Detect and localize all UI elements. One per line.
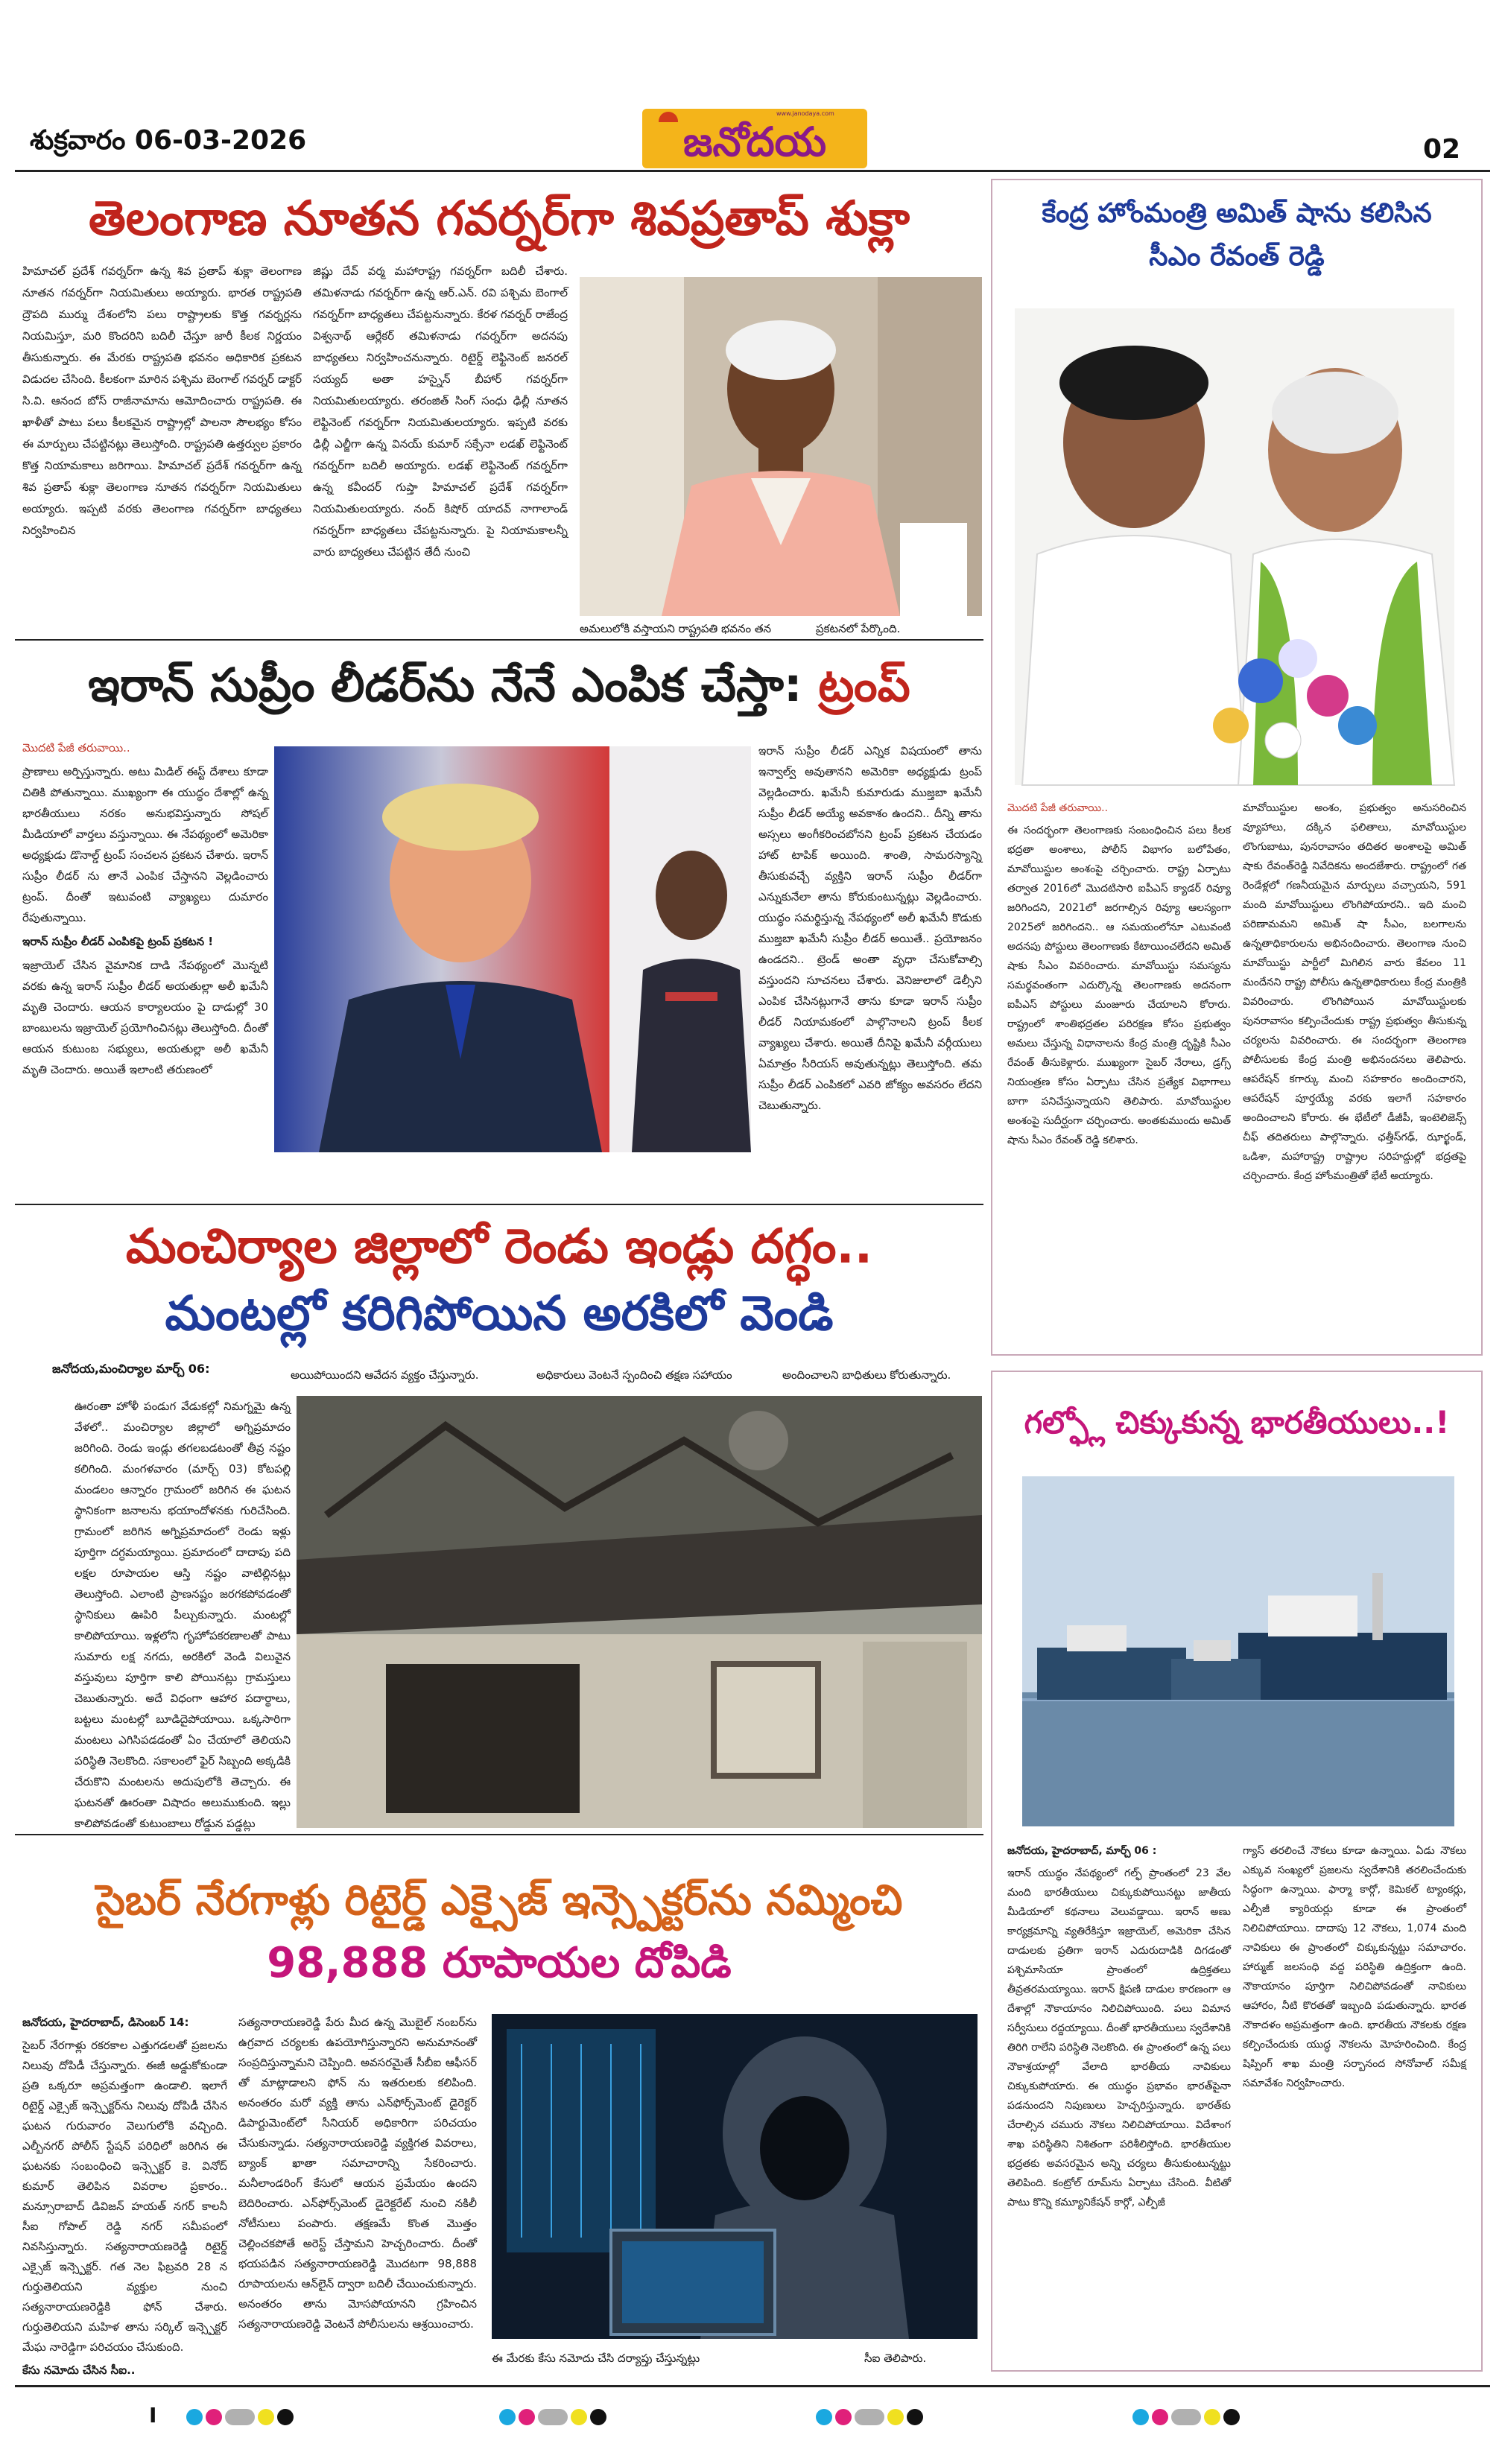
story-cyber-subhead: కేసు నమోదు చేసిన సీఐ..: [22, 2363, 136, 2377]
story-fire-col1: ఊరంతా హోళీ పండుగ వేడుకల్లో నిమగ్నమై ఉన్న వేళలో.. మంచిర్యాల జిల్లాలో అగ్నిప్రమాదం జరిగింది. రెండు ఇండ్లు తగలబడటంతో తీవ్ర నష్టం కలిగింది. మంగళవారం (మార్చ్ 03) కోటపల్లి మండలం ఆన్నారం గ్రామంలో జరిగిన ఈ ఘటన స్థానికంగా జనాలను భయాందోళనకు గురిచేసింది. గ్రామంలో జరిగిన అగ్నిప్రమాదంలో రెండు ఇళ్లు పూర్తిగా దగ్ధమయ్యాయి. ప్రమాదంలో దాదాపు పది లక్షల రూపాయల ఆస్తి నష్టం వాటిల్లినట్లు తెలుస్తోంది. ఎలాంటి ప్రాణనష్టం జరగకపోవడంతో స్థానికులు ఊపిరి పీల్చుకున్నారు. మంటల్లో కాలిపోయాయి. ఇళ్లలోని గృహోపకరణాలతో పాటు సుమారు లక్ష నగదు, అరకిలో వెండి విలువైన వస్తువులు పూర్తిగా కాలి పోయినట్లు గ్రామస్తులు చెబుతున్నారు. అదే విధంగా ఆహార పదార్థాలు, బట్టలు మంటల్లో బూడిదైపోయాయి. ఒక్కసారిగా మంటలు ఎగిసిపడడంతో ఏం చేయాలో తెలియని పరిస్థితి నెలకొంది. సకాలంలో ఫైర్ సిబ్బంది అక్కడికి చేరుకొని మంటలను అదుపులోకి తెచ్చారు. ఈ ఘటనతో ఊరంతా విషాదం అలుముకుంది. ఇల్లు కాలిపోవడంతో కుటుంబాలు రోడ్డున పడ్డట్లు: [75, 1400, 291, 1830]
reg-dot-magenta: [519, 2409, 535, 2425]
registration-mark-4: [1132, 2409, 1243, 2425]
cyber-caption-right: సీఐ తెలిపారు.: [864, 2352, 927, 2365]
fire-top-caption-1: అయిపోయిందని ఆవేదన వ్యక్తం చేస్తున్నారు.: [291, 1368, 479, 1382]
story-fire-dateline: జనోదయ,మంచిర్యాల మార్చ్ 06:: [52, 1362, 210, 1376]
governor-portrait-illustration: [580, 277, 982, 616]
story-trump-col1: [22, 737, 268, 1193]
story-cyber-col1: [22, 2013, 227, 2377]
hacker-illustration: [492, 2014, 978, 2339]
reg-dot-yellow: [258, 2409, 274, 2425]
story-gulf-col2: గ్యాస్ తరలించే నౌకలు కూడా ఉన్నాయి. ఏడు నౌకలు ఎక్కువ సంఖ్యలో ప్రజలను స్వదేశానికి తరలించేందుకు సిద్ధంగా ఉన్నాయి. ఫార్మా కార్గో, కెమికల్ ట్యాంకర్లు, ఎల్పీజీ క్యారియర్లు కూడా ఈ ప్రాంతంలో నిలిచిపోయాయి. దాదాపు 12 నౌకలు, 1,074 మంది నావికులు ఈ ప్రాంతంలో చిక్కుకున్నట్టు సమాచారం. హార్ముజ్ జలసంధి వద్ద పరిస్థితి ఉద్రిక్తంగా ఉంది. నౌకాయానం పూర్తిగా నిలిచిపోవడంతో నావికులు ఆహారం, నీటి కొరతతో ఇబ్బంది పడుతున్నారు. భారత నౌకాదళం అప్రమత్తంగా ఉంది. భారతీయ నౌకలకు రక్షణ కల్పించేందుకు యుద్ధ నౌకలను మోహరించింది. కేంద్ర షిప్పింగ్ శాఖ మంత్రి సర్బానంద సోనోవాల్ సమీక్ష సమావేశం నిర్వహించారు.: [1243, 1845, 1466, 2089]
story-trump-col2: ఇరాన్ సుప్రీం లీడర్ ఎన్నిక విషయంలో తాను ఇన్వాల్వ్ అవుతానని అమెరికా అధ్యక్షుడు ట్రంప్ వెల్లడించారు. ఖమేనీ కుమారుడు ముజ్తబా ఖమేనీ సుప్రీం లీడర్ అయ్యే అవకాశం ఉందని.. దీన్ని తాను అస్సలు అంగీకరించబోనని ట్రంప్ ప్రకటన చేయడం హాట్ టాపిక్ అయింది. శాంతి, సామరస్యాన్ని తీసుకువచ్చే వ్యక్తిని ఇరాన్ సుప్రీం లీడర్‌గా ఎన్నుకునేలా తాను కోరుకుంటున్నట్లు వెల్లడించారు. యుద్ధం సమర్థిస్తున్న నేపథ్యంలో అలీ ఖమేనీ కొడుకు ముజ్తబా ఖమేనీ సుప్రీం లీడర్ అయితే.. ప్రయోజనం ఉండదని.. ట్రెండ్ అంతా వృధా చేసుకోవాల్సి వస్తుందని సూచనలు చేశారు. వెనిజులాలో డెల్సీని ఎంపిక చేసినట్లుగానే తాను కూడా ఇరాన్ సుప్రీం లీడర్ నియామకంలో పాల్గొనాలని ట్రంప్ కీలక వ్యాఖ్యలు చేశారు. అయితే దీనిపై ఖమేనీ వర్గీయులు ఏమాత్రం సీరియస్ అవుతున్నట్లు తెలుస్తోంది. తమ సుప్రీం లీడర్ ఎంపికలో ఎవరి జోక్యం అవసరం లేదని చెబుతున్నారు.: [758, 744, 982, 1112]
governor-caption-left: అమలులోకి వస్తాయని రాష్ట్రపతి భవనం తన: [580, 622, 772, 635]
issue-date: శుక్రవారం 06-03-2026: [30, 125, 307, 156]
story-governor-col1: హిమాచల్ ప్రదేశ్ గవర్నర్‌గా ఉన్న శివ ప్రతాప్ శుక్లా తెలంగాణ నూతన గవర్నర్‌గా నియమితులు అయ్యారు. భారత రాష్ట్రపతి ద్రౌపది ముర్ము దేశంలోని పలు రాష్ట్రాలకు కొత్త గవర్నర్లను నియమిస్తూ, మరి కొందరిని బదిలీ చేస్తూ జారీ కీలక నిర్ణయం తీసుకున్నారు. ఈ మేరకు రాష్ట్రపతి భవనం అధికారిక ప్రకటన విడుదల చేసింది. కీలకంగా మారిన పశ్చిమ బెంగాల్ గవర్నర్ డాక్టర్ సి.వి. ఆనంద బోస్ రాజీనామాను ఆమోదించారు రాష్ట్రపతి. ఈ ఖాళీతో పాటు పలు కీలకమైన రాష్ట్రాల్లో పాలనా సౌలభ్యం కోసం ఈ మార్పులు చేపట్టినట్లు తెలుస్తోంది. రాష్ట్రపతి ఉత్తర్వుల ప్రకారం కొత్త నియామకాలు జరిగాయి. హిమాచల్ ప్రదేశ్ గవర్నర్‌గా ఉన్న శివ ప్రతాప్ శుక్లా తెలంగాణ నూతన గవర్నర్‌గా నియమితులు అయ్యారు. ఇప్పటి వరకు తెలంగాణ గవర్నర్‌గా బాధ్యతలు నిర్వహించిన: [22, 264, 302, 537]
story-trump-col1-text: ప్రాణాలు అర్పిస్తున్నారు. అటు మిడిల్ ఈస్ట్ దేశాలు కూడా చితికి పోతున్నాయి. ముఖ్యంగా ఈ యుద్ధం దేశాల్లో ఉన్న భారతీయులు నరకం అనుభవిస్తున్నారు సోషల్ మీడియాలో వార్తలు వస్తున్నాయి. ఈ నేపథ్యంలో అమెరికా అధ్యక్షుడు డొనాల్డ్ ట్రంప్ సంచలన ప్రకటన చేశారు. ఇరాన్ సుప్రీం లీడర్ ను తానే ఎంపిక చేస్తానని వెల్లడించారు ట్రంప్. దీంతో ఇటువంటి వ్యాఖ్యలు దుమారం రేపుతున్నాయి.: [22, 765, 268, 924]
story-governor: [15, 179, 983, 641]
story-cyber-col1-text: సైబర్ నేరగాళ్లు రకరకాల ఎత్తుగడలతో ప్రజలను నిలువు దోపిడీ చేస్తున్నారు. ఈజీ అడ్డుకోకుండా ప్రతి ఒక్కరూ అప్రమత్తంగా ఉండాలి. ఇలాగే రిటైర్డ్ ఎక్సైజ్ ఇన్స్పెక్టర్‌ను నిలువు దోపిడీ చేసిన ఘటన గురువారం వెలుగులోకి వచ్చింది. ఎల్బీనగర్ పోలీస్ స్టేషన్ పరిధిలో జరిగిన ఈ ఘటనకు సంబంధించి ఇన్స్పెక్టర్ కె. వినోద్ కుమార్ తెలిపిన వివరాల ప్రకారం.. మన్సూరాబాద్ డివిజన్ హయత్ నగర్ కాలనీ సీఐ గోపాల్ రెడ్డి నగర్ సమీపంలో నివసిస్తున్నారు. సత్యనారాయణరెడ్డి రిటైర్డ్ ఎక్సైజ్ ఇన్స్పెక్టర్. గత నెల ఫిబ్రవరి 28 న గుర్తుతెలియని వ్యక్తుల నుంచి సత్యనారాయణరెడ్డికి ఫోన్ చేశారు. గుర్తుతెలియని మహిళ తాను సర్కిల్ ఇన్స్పెక్టర్ మేఘ నారెడ్డిగా పరిచయం చేసుకుంది.: [22, 2039, 227, 2354]
reg-dot-magenta: [835, 2409, 852, 2425]
story-amitshah-continued: మొదటి పేజీ తరువాయి..: [1007, 802, 1109, 814]
reg-dot-black: [1223, 2409, 1240, 2425]
masthead: [0, 0, 1505, 171]
fire-top-caption-2: అధికారులు వెంటనే స్పందించి తక్షణ సహాయం: [536, 1368, 732, 1382]
fire-house-illustration: [297, 1396, 982, 1828]
trump-photo: [274, 746, 751, 1152]
reg-bar-grey: [225, 2409, 255, 2425]
story-fire: [15, 1205, 983, 1838]
ships-illustration: [1022, 1476, 1454, 1826]
reg-dot-black: [277, 2409, 294, 2425]
amitshah-photo: [1015, 308, 1454, 785]
registration-mark-3: [816, 2409, 926, 2425]
cyber-caption-left: ఈ మేరకు కేసు నమోదు చేసి దర్యాప్తు చేస్తున్నట్లు: [492, 2352, 700, 2365]
story-cyber-headline-2: 98,888 రూపాయల దోపిడి: [267, 1939, 732, 1987]
story-amitshah: [992, 180, 1481, 1354]
footer-page-mark: I: [149, 2403, 157, 2428]
registration-marks: [0, 2403, 1505, 2433]
masthead-logo: [642, 109, 867, 168]
story-fire-headline-2: మంటల్లో కరిగిపోయిన అరకిలో వెండి: [165, 1286, 834, 1341]
reg-dot-cyan: [186, 2409, 203, 2425]
reg-dot-magenta: [1152, 2409, 1168, 2425]
story-governor-col2: జిష్ణు దేవ్ వర్మ మహారాష్ట్ర గవర్నర్‌గా బదిలీ చేశారు. తమిళనాడు గవర్నర్‌గా ఉన్న ఆర్.ఎన్. రవి పశ్చిమ బెంగాల్ గవర్నర్‌గా బాధ్యతలు చేపట్టనున్నారు. కేరళ గవర్నర్ రాజేంద్ర విశ్వనాథ్ ఆర్లేకర్ తమిళనాడు గవర్నర్‌గా అదనపు బాధ్యతలు నిర్వహించనున్నారు. రిటైర్డ్ లెఫ్టినెంట్ జనరల్ సయ్యద్ అతా హస్నైన్ బీహార్ గవర్నర్‌గా నియమితులయ్యారు. తరంజిత్ సింగ్ సంధు ఢిల్లీ నూతన లెఫ్టినెంట్ గవర్నర్‌గా నియమితులయ్యారు. ఇప్పటి వరకు ఢిల్లీ ఎల్జీగా ఉన్న వినయ్ కుమార్ సక్సేనా లడఖ్ లెఫ్టినెంట్ గవర్నర్‌గా బదిలీ అయ్యారు. లడఖ్ లెఫ్టినెంట్ గవర్నర్‌గా ఉన్న కవీందర్ గుప్తా హిమాచల్ ప్రదేశ్ గవర్నర్‌గా నియమితులయ్యారు. నంద్ కిషోర్ యాదవ్ నాగాలాండ్ గవర్నర్‌గా బాధ్యతలు చేపట్టనున్నారు. పై నియామకాలన్నీ వారు బాధ్యతలు చేపట్టిన తేదీ నుంచి: [313, 264, 568, 559]
reg-dot-black: [590, 2409, 606, 2425]
page-number: 02: [1423, 134, 1461, 165]
story-gulf-headline: గల్ఫ్లో చిక్కుకున్న భారతీయులు..!: [1024, 1404, 1450, 1441]
story-cyber-headline-1: సైబర్ నేరగాళ్లు రిటైర్డ్ ఎక్సైజ్ ఇన్స్పెక్టర్‌ను నమ్మించి: [95, 1876, 903, 1925]
reg-dot-black: [907, 2409, 923, 2425]
governor-photo: [580, 277, 982, 616]
footer-rule: [15, 2385, 1490, 2387]
story-amitshah-col2: మావోయిస్టుల అంశం, ప్రభుత్వం అనుసరించిన వ్యూహాలు, దక్కిన ఫలితాలు, మావోయిస్టుల లొంగుబాటు, పునరావాసం తదితర అంశాలపై అమిత్ షాకు రేవంత్‌రెడ్డి నివేదికను అందజేశారు. రాష్ట్రంలో గత రెండేళ్లలో గణనీయమైన మార్పులు వచ్చాయని, 591 మంది మావోయిస్టులు లొంగిపోయారని.. ఇది మంచి పరిణామమని అమిత్ షా సీఎం, బలగాలను ఉన్నతాధికారులను అభినందించారు. తెలంగాణ నుంచి మావోయిస్టు పార్టీలో మిగిలిన వారు కేవలం 11 మందేనని రాష్ట్ర పోలీసు ఉన్నతాధికారులు కేంద్ర మంత్రికి వివరించారు. లొంగిపోయిన మావోయిస్టులకు పునరావాసం కల్పించేందుకు రాష్ట్ర ప్రభుత్వం తీసుకున్న చర్యలను వివరించారు. ఈ సందర్భంగా తెలంగాణ పోలీసులకు కేంద్ర మంత్రి అభినందనలు తెలిపారు. ఆపరేషన్ కగార్కు మంచి సహకారం అందించారని, ఆపరేషన్ పూర్తయ్యే వరకు ఇలాగే సహకారం అందించాలని కోరారు. ఈ భేటీలో డీజీపీ, ఇంటెలిజెన్స్ చీఫ్ తదితరులు పాల్గొన్నారు. ఛత్తీస్‌గఢ్, ఝార్ఖండ్, ఒడిశా, మహారాష్ట్ర రాష్ట్రాల సరిహద్దుల్లో భద్రతపై చర్చించారు. కేంద్ర హోంమంత్రితో భేటీ అయ్యారు.: [1243, 802, 1466, 1182]
story-gulf: [992, 1372, 1481, 2370]
story-gulf-col1-text: ఇరాన్ యుద్ధం నేపథ్యంలో గల్ఫ్ ప్రాంతంలో 23 వేల మంది భారతీయులు చిక్కుకుపోయినట్టు జాతీయ మీడియాలో కథనాలు వెలువడ్డాయి. ఇరాన్ అణు కార్యక్రమాన్ని వ్యతిరేకిస్తూ ఇజ్రాయెల్, అమెరికా చేసిన దాడులకు ప్రతిగా ఇరాన్ ఎదురుదాడికి దిగడంతో పశ్చిమాసియా ప్రాంతంలో ఉద్రిక్తతలు తీవ్రతరమయ్యాయి. ఇరాన్ క్షిపణి దాడుల కారణంగా ఆ దేశాల్లో నౌకాయానం నిలిచిపోయింది. పలు విమాన సర్వీసులు రద్దయ్యాయి. దీంతో భారతీయులు స్వదేశానికి తిరిగి రాలేని పరిస్థితి నెలకొంది. ఈ ప్రాంతంలో ఉన్న పలు నౌకాశ్రయాల్లో వేలాది భారతీయ నావికులు చిక్కుకుపోయారు. ఈ యుద్ధం ప్రభావం భారత్‌పైనా పడనుందని నిపుణులు హెచ్చరిస్తున్నారు. భారత్‌కు చేరాల్సిన చమురు నౌకలు నిలిచిపోయాయి. విదేశాంగ శాఖ పరిస్థితిని నిశితంగా పరిశీలిస్తోంది. భారతీయుల భద్రతకు అవసరమైన అన్ని చర్యలు తీసుకుంటున్నట్టు తెలిపింది. కంట్రోల్ రూమ్‌ను ఏర్పాటు చేసింది. వీటితో పాటు కొన్ని కమ్యూనికేషన్ కార్గో, ఎల్పీజీ: [1007, 1867, 1231, 2209]
reg-dot-cyan: [499, 2409, 516, 2425]
story-gulf-col1: [1007, 1841, 1231, 2363]
reg-dot-magenta: [206, 2409, 222, 2425]
trump-photo-illustration: [274, 746, 751, 1152]
reg-dot-yellow: [1204, 2409, 1220, 2425]
story-cyber-col2: సత్యనారాయణరెడ్డి పేరు మీద ఉన్న మొబైల్ నంబర్‌ను ఉగ్రవాద చర్యలకు ఉపయోగిస్తున్నారని అనుమానంతో సంప్రదిస్తున్నామని చెప్పింది. అవసరమైతే సీబీఐ ఆఫీసర్ తో మాట్లాడాలని ఫోన్ ను ఇతరులకు కలిపింది. అనంతరం మరో వ్యక్తి తాను ఎన్‌ఫోర్స్‌మెంట్ డైరెక్టర్ డిపార్టుమెంట్‌లో సీనియర్ అధికారిగా పరిచయం చేసుకున్నాడు. సత్యనారాయణరెడ్డి వ్యక్తిగత వివరాలు, బ్యాంక్ ఖాతా సమాచారాన్ని సేకరించారు. మనీలాండరింగ్ కేసులో ఆయన ప్రమేయం ఉందని బెదిరించారు. ఎన్‌ఫోర్స్‌మెంట్ డైరెక్టరేట్ నుంచి నకిలీ నోటీసులు పంపారు. తక్షణమే కొంత మొత్తం చెల్లించకపోతే అరెస్ట్ చేస్తామని హెచ్చరించారు. దీంతో భయపడిన సత్యనారాయణరెడ్డి మొదటగా 98,888 రూపాయలను ఆన్‌లైన్ ద్వారా బదిలీ చేయించుకున్నారు. అనంతరం తాను మోసపోయానని గ్రహించిన సత్యనారాయణరెడ్డి వెంటనే పోలీసులను ఆశ్రయించారు.: [238, 2016, 477, 2331]
hacker-photo: [492, 2014, 978, 2339]
story-trump-col1b-text: ఇజ్రాయెల్ చేసిన వైమానిక దాడి నేపథ్యంలో మొన్నటి వరకు ఉన్న ఇరాన్ సుప్రీం లీడర్ అయతుల్లా అలీ ఖమేనీ మృతి చెందారు. ఆయన కార్యాలయం పై దాడుల్లో 30 బాంబులను ఇజ్రాయెల్ ప్రయోగించినట్లు తెలుస్తోంది. దీంతో ఆయన కుటుంబ సభ్యులు, అయతుల్లా అలీ ఖమేనీ మృతి చెందారు. అయితే ఇలాంటి తరుణంలో: [22, 959, 268, 1076]
reg-bar-grey: [538, 2409, 568, 2425]
story-amitshah-headline-2: సీఎం రేవంత్ రెడ్డి: [1149, 241, 1325, 272]
story-cyber: [15, 1835, 983, 2377]
reg-dot-cyan: [1132, 2409, 1149, 2425]
story-amitshah-col1: [1007, 798, 1231, 1350]
story-trump-headline-text: ఇరాన్ సుప్రీం లీడర్‌ను నేనే ఎంపిక చేస్తా:: [88, 658, 819, 712]
reg-dot-cyan: [816, 2409, 832, 2425]
fire-top-caption-3: అందించాలని బాధితులు కోరుతున్నారు.: [782, 1368, 951, 1382]
story-amitshah-col1-text: ఈ సందర్భంగా తెలంగాణకు సంబంధించిన పలు కీలక భద్రతా అంశాలు, పోలీస్ విభాగం బలోపేతం, మావోయిస్టుల అంశంపై చర్చించారు. రాష్ట్ర ఏర్పాటు తర్వాత 2016లో మొదటిసారి ఐపీఎస్ క్యాడర్ రివ్యూ జరిగిందని, 2021లో జరగాల్సిన రివ్యూ ఆలస్యంగా 2025లో జరిగిందని.. ఆ సమయంలోనూ ఎటువంటి అదనపు పోస్టులు తెలంగాణకు కేటాయించలేదని అమిత్ షాకు సీఎం వివరించారు. మావోయిస్టు సమస్యను సమర్థవంతంగా ఎదుర్కొన్న తెలంగాణకు అదనంగా ఐపీఎస్ పోస్టులు మంజూరు చేయాలని కోరారు. రాష్ట్రంలో శాంతిభద్రతల పరిరక్షణ కోసం ప్రభుత్వం అమలు చేస్తున్న విధానాలను కేంద్ర మంత్రి దృష్టికి సీఎం రేవంత్ తీసుకెళ్లారు. ముఖ్యంగా సైబర్ నేరాలు, డ్రగ్స్ నియంత్రణ కోసం ఏర్పాటు చేసిన ప్రత్యేక విభాగాలు బాగా పనిచేస్తున్నాయని తెలిపారు. మావోయిస్టుల అంశంపై సుదీర్ఘంగా చర్చించారు. అంతకుముందు అమిత్ షాను సీఎం రేవంత్ రెడ్డి కలిశారు.: [1007, 825, 1231, 1146]
masthead-rule: [15, 170, 1490, 172]
logo-wordmark: జనోదయ: [682, 118, 827, 165]
story-cyber-dateline: జనోదయ, హైదరాబాద్, డిసెంబర్ 14:: [22, 2016, 189, 2029]
story-gulf-dateline: జనోదయ, హైదరాబాద్, మార్చ్ 06 :: [1007, 1845, 1157, 1857]
story-trump: [15, 642, 983, 1201]
registration-mark-1: [186, 2409, 297, 2425]
amitshah-photo-illustration: [1015, 308, 1454, 785]
reg-bar-grey: [1171, 2409, 1201, 2425]
reg-dot-yellow: [887, 2409, 904, 2425]
reg-dot-yellow: [571, 2409, 587, 2425]
story-trump-headline: [15, 655, 983, 715]
registration-mark-2: [499, 2409, 609, 2425]
rule-after-story1: [15, 639, 983, 641]
story-amitshah-headline-1: కేంద్ర హోంమంత్రి అమిత్ షాను కలిసిన: [1042, 198, 1432, 229]
story-trump-subhead: ఇరాన్ సుప్రీం లీడర్ ఎంపికపై ట్రంప్ ప్రకటన !: [22, 935, 214, 948]
fire-house-photo: [297, 1396, 982, 1828]
governor-caption-right: ప్రకటనలో పేర్కొంది.: [816, 622, 901, 635]
reg-bar-grey: [855, 2409, 884, 2425]
story-fire-headline-1: మంచిర్యాల జిల్లాలో రెండు ఇండ్లు దగ్ధం..: [125, 1219, 873, 1274]
logo-tagline: www.janodaya.com: [776, 110, 834, 117]
story-trump-continued: మొదటి పేజీ తరువాయి..: [22, 741, 130, 755]
story-governor-headline: తెలంగాణ నూతన గవర్నర్‌గా శివప్రతాప్ శుక్లా: [89, 191, 910, 247]
story-trump-headline-name: ట్రంప్: [818, 658, 910, 712]
ships-photo: [1022, 1476, 1454, 1826]
